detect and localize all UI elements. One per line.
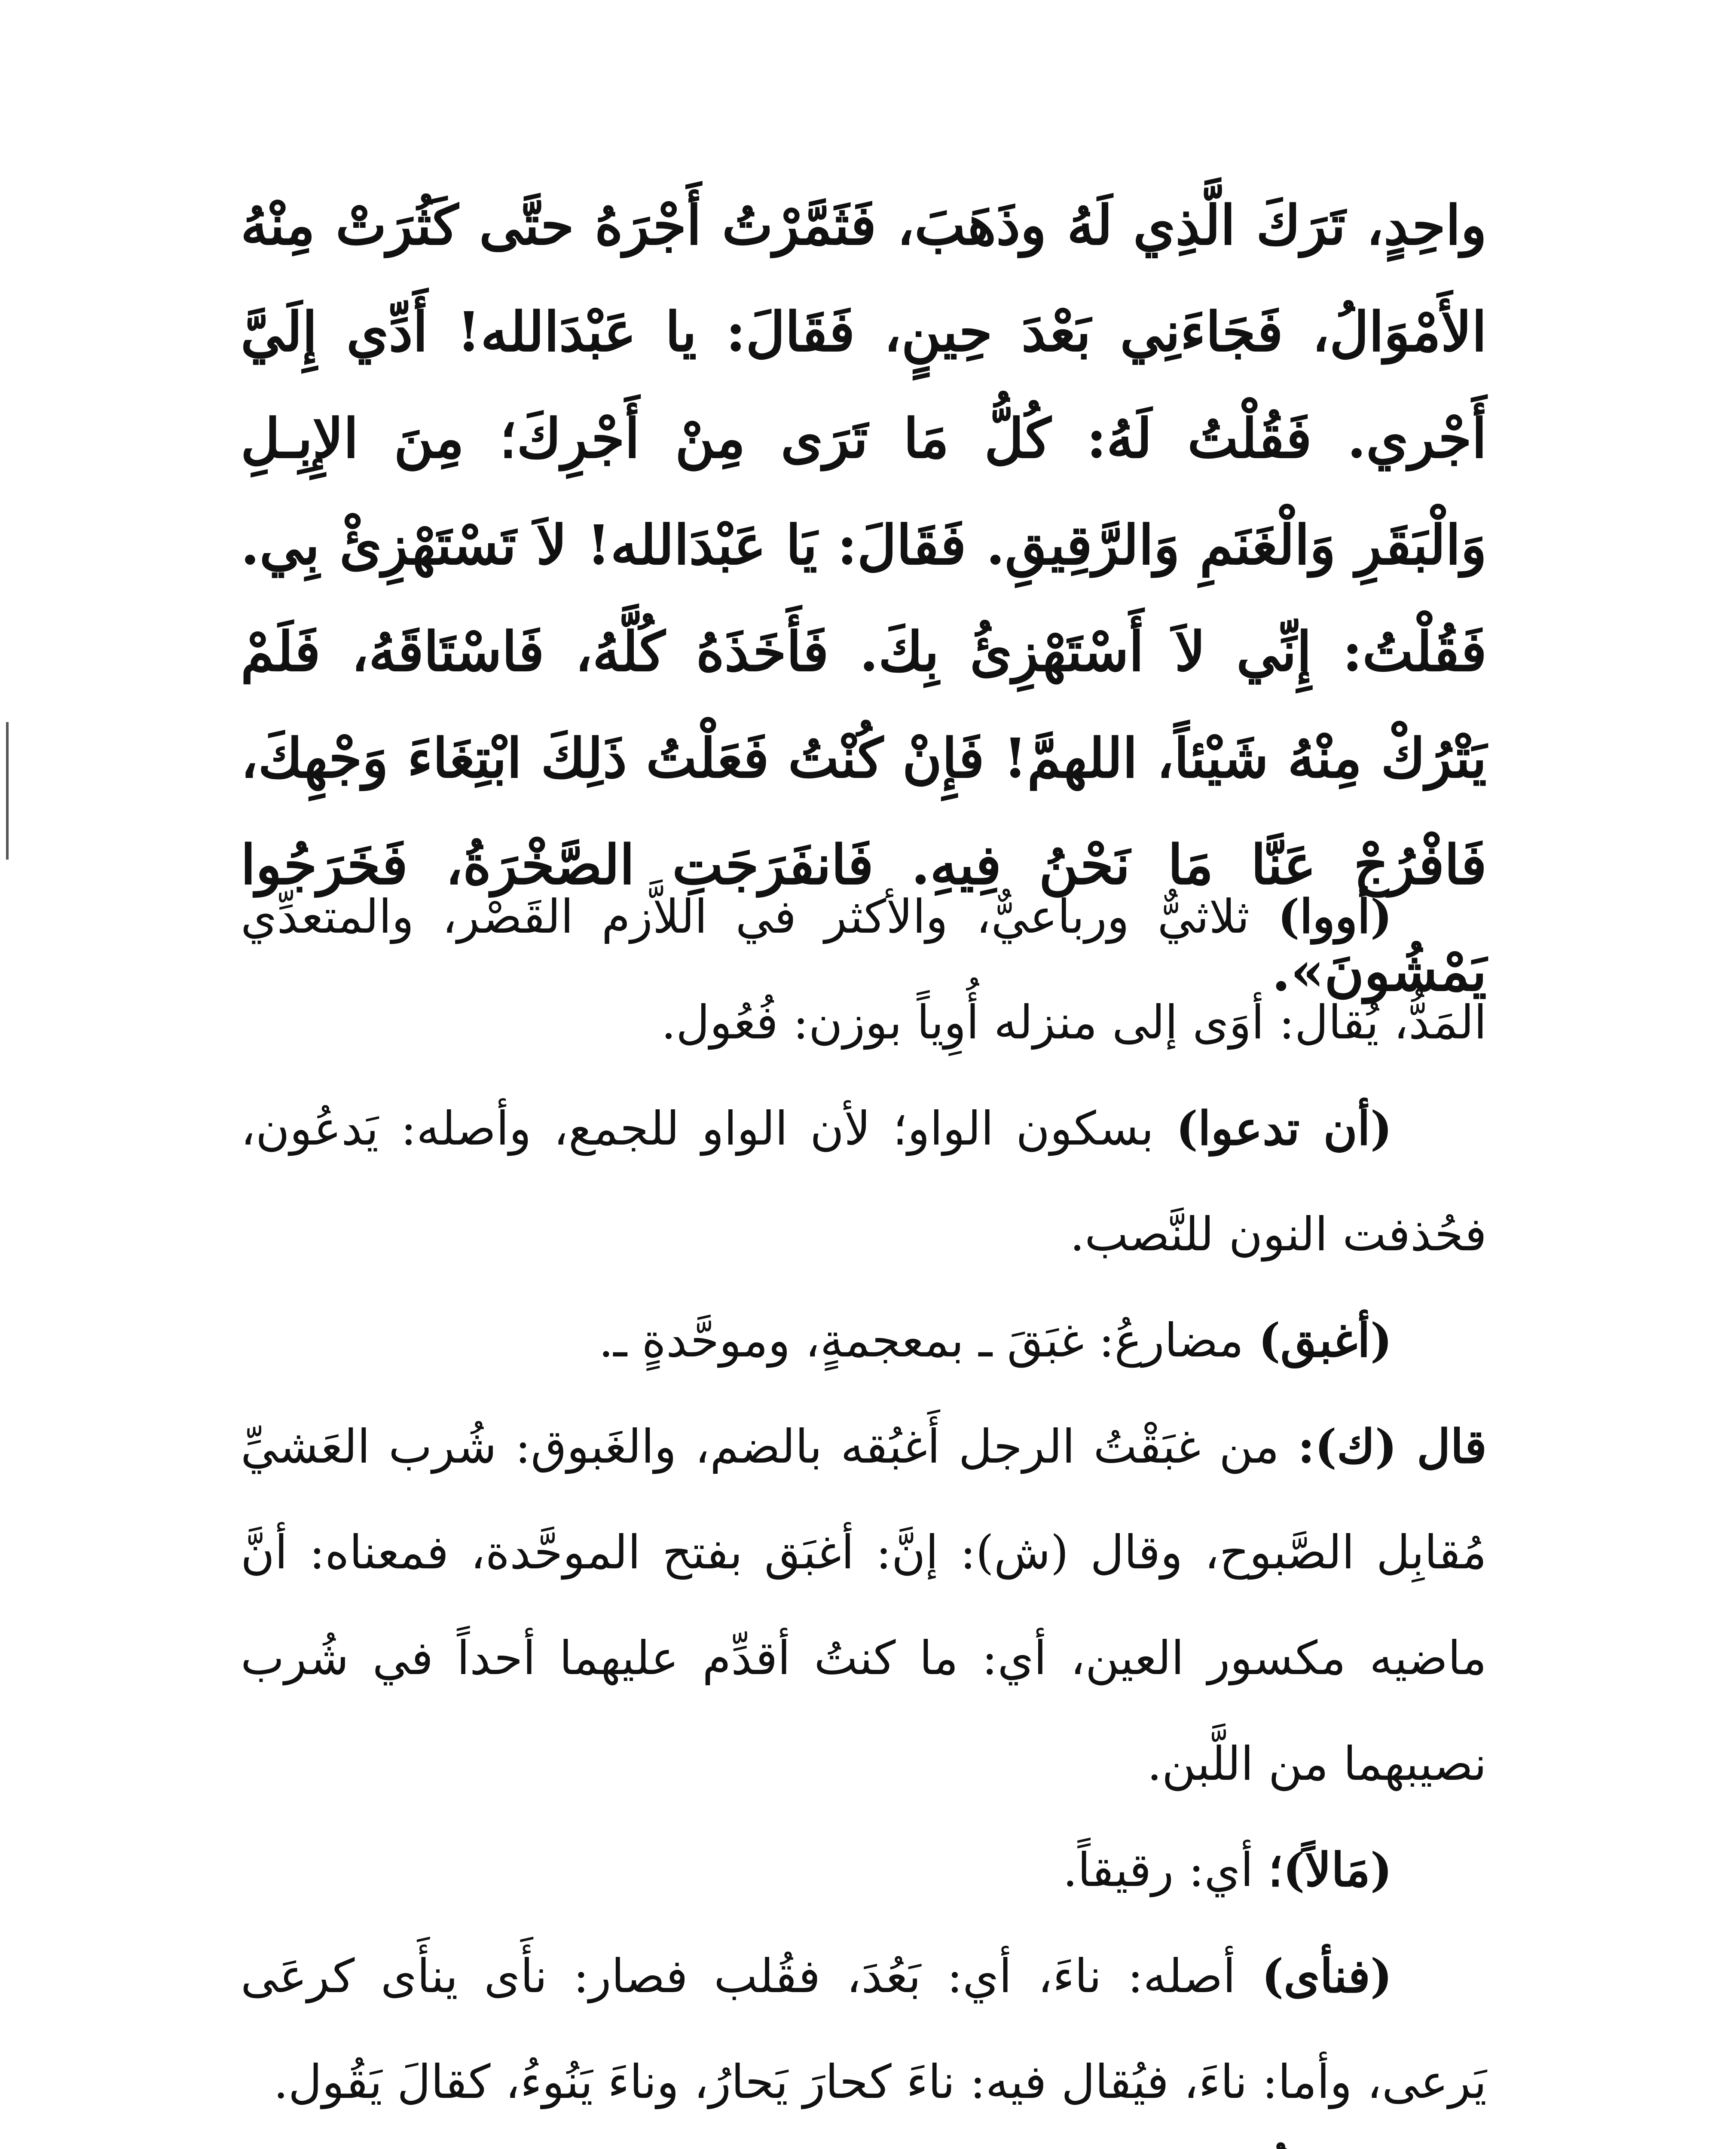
note-term: (فنأى) [1262,1949,1392,2003]
note-body: أصله: ناءَ، أي: بَعُدَ، فقُلب فصار: نأَى ينأَى كرعَى يَرعى، وأما: ناءَ، فيُقال فيه: ناءَ كحارَ يَحارُ، وناءَ يَنُوءُ، كقالَ يَقُول. [241,1950,1487,2109]
note-an-tadu [241,1076,1487,1288]
scan-edge-mark [6,722,9,860]
note-awaw [241,864,1487,1076]
note-qal-k [241,1394,1487,1817]
note-fanaa [241,1923,1487,2135]
note-term: قال (ك): [1297,1420,1487,1474]
note-falam-urih [241,2135,1487,2149]
note-malan [241,1817,1487,1923]
note-term: (أن تدعوا) [1176,1102,1392,1156]
note-body: مضارعُ: غبَقَ ـ بمعجمةٍ، وموحَّدةٍ ـ. [599,1314,1259,1368]
note-term: (أغبق) [1258,1313,1392,1368]
hadith-paragraph: واحِدٍ، تَرَكَ الَّذِي لَهُ وذَهَبَ، فَثَمَّرْتُ أَجْرَهُ حتَّى كَثُرَتْ مِنْهُ الأَمْوَالُ، فَجَاءَنِي بَعْدَ حِينٍ، فَقَالَ: يا عَبْدَالله! أَدِّي إِلَيَّ أَجْري. فَقُلْتُ لَهُ: كُلُّ مَا تَرَى مِنْ أَجْرِكَ؛ مِنَ الإِبِـلِ وَالْبَقَرِ وَالْغَنَمِ وَالرَّقِيقِ. فَقَالَ: يَا عَبْدَالله! لاَ تَسْتَهْزِئْ بِي. فَقُلْتُ: إِنِّي لاَ أَسْتَهْزِئُ بِكَ. فَأَخَذَهُ كُلَّهُ، فَاسْتَاقَهُ، فَلَمْ يَتْرُكْ مِنْهُ شَيْئاً، اللهمَّ! فَإِنْ كُنْتُ فَعَلْتُ ذَلِكَ ابْتِغَاءَ وَجْهِكَ، فَافْرُجْ عَنَّا مَا نَحْنُ فِيهِ. فَانفَرَجَتِ الصَّخْرَةُ، فَخَرَجُوا يَمْشُونَ». [241,193,1487,1003]
note-body: ثلاثيٌّ ورباعيٌّ، والأكثر في اللاَّزم القَصْر، والمتعدِّي المَدُّ، يُقال: أوَى إلى منزله أُوِياً بوزن: فُعُول. [241,890,1487,1050]
note-term: (أووا) [1278,890,1392,944]
note-body: بسكون الواو؛ لأن الواو للجمع، وأصله: يَدعُون، فحُذفت النون للنَّصب. [241,1102,1487,1261]
note-body: من غبَقْتُ الرجل أَغبُقه بالضم، والغَبوق: شُرب العَشيِّ مُقابِل الصَّبوح، وقال (ش): إنَّ: أغبَق بفتح الموحَّدة، فمعناه: أنَّ ماضيه مكسور العين، أي: ما كنتُ أقدِّم عليهما أحداً في شُرب نصيبهما من اللَّبن. [241,1420,1487,1791]
note-term: (مَالاً)؛ [1268,1843,1392,1897]
note-aghbiq [241,1288,1487,1394]
commentary-notes [241,864,1487,2149]
note-body: أي: رقيقاً. [1063,1843,1268,1897]
